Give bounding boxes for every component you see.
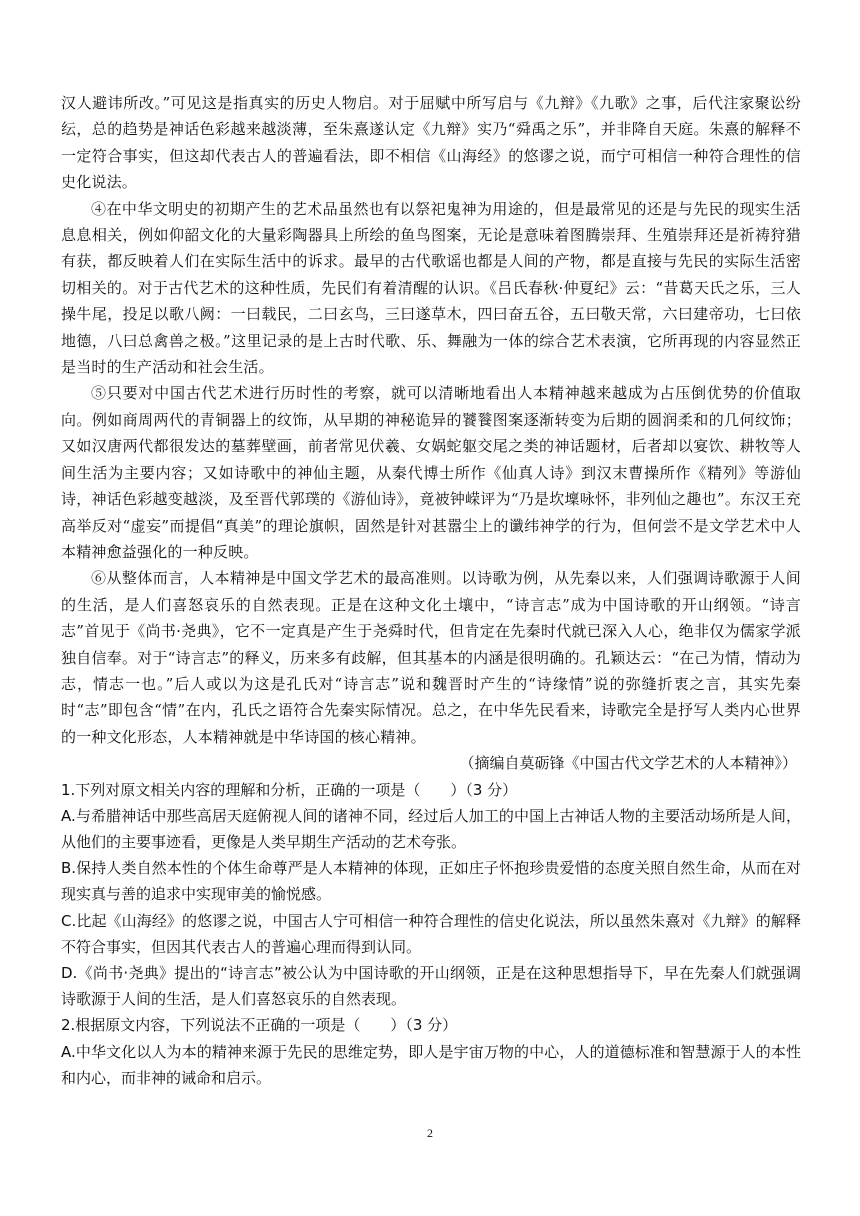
question-1-option-c: C.比起《山海经》的悠谬之说，中国古人宁可相信一种符合理性的信史化说法，所以虽然朱熹对《九辩》的解释不符合事实，但因其代表古人的普遍心理而得到认同。 bbox=[61, 911, 801, 956]
question-2-stem: 2.根据原文内容，下列说法不正确的一项是（ ）（3 分） bbox=[61, 1016, 458, 1035]
question-2-option-a: A.中华文化以人为本的精神来源于先民的思维定势，即人是宇宙万物的中心，人的道德标准和智慧源于人的本性和内心，而非神的诫命和启示。 bbox=[61, 1042, 801, 1087]
passage-paragraph-continued: 汉人避讳所改。”可见这是指真实的历史人物启。对于屈赋中所写启与《九辩》《九歌》之事，后代注家聚讼纷纭，总的趋势是神话色彩越来越淡薄，至朱熹遂认定《九辩》实乃“舜禹之乐”，并非降自天庭。朱熹的解释不一定符合事实，但这却代表古人的普遍看法，即不相信《山海经》的悠谬之说，而宁可相信一种符合理性的信史化说法。 bbox=[61, 94, 801, 192]
passage-paragraph-6: ⑥从整体而言，人本精神是中国文学艺术的最高准则。以诗歌为例，从先秦以来，人们强调诗歌源于人间的生活，是人们喜怒哀乐的自然表现。正是在这种文化土壤中，“诗言志”成为中国诗歌的开山纲领。“诗言志”首见于《尚书·尧典》，它不一定真是产生于尧舜时代，但肯定在先秦时代就已深入人心，绝非仅为儒家学派独自信奉。对于“诗言志”的释义，历来多有歧解，但其基本的内涵是很明确的。孔颖达云：“在己为情，情动为志，情志一也。”后人或以为这是孔氏对“诗言志”说和魏晋时产生的“诗缘情”说的弥缝折衷之言，其实先秦时“志”即包含“情”在内，孔氏之语符合先秦实际情况。总之，在中华先民看来，诗歌完全是抒写人类内心世界的一种文化形态，人本精神就是中华诗国的核心精神。 bbox=[61, 569, 801, 746]
question-1-option-d: D.《尚书·尧典》提出的“诗言志”被公认为中国诗歌的开山纲领，正是在这种思想指导下，早在先秦人们就强调诗歌源于人间的生活，是人们喜怒哀乐的自然表现。 bbox=[61, 963, 801, 1009]
question-1-stem: 1.下列对原文相关内容的理解和分析，正确的一项是（ ）（3 分） bbox=[61, 780, 518, 799]
passage-source: （摘编自莫砺锋《中国古代文学艺术的人本精神》） bbox=[459, 754, 797, 773]
question-2 bbox=[61, 1012, 801, 1091]
page-number: 2 bbox=[427, 1126, 433, 1140]
passage-paragraph-5: ⑤只要对中国古代艺术进行历时性的考察，就可以清晰地看出人本精神越来越成为占压倒优势的价值取向。例如商周两代的青铜器上的纹饰，从早期的神秘诡异的饕餮图案逐渐转变为后期的圆润柔和的几何纹饰；又如汉唐两代都很发达的墓葬壁画，前者常见伏羲、女娲蛇躯交尾之类的神话题材，后者却以宴饮、耕牧等人间生活为主要内容；又如诗歌中的神仙主题，从秦代博士所作《仙真人诗》到汉末曹操所作《精列》等游仙诗，神话色彩越变越淡，及至晋代郭璞的《游仙诗》，竟被钟嵘评为“乃是坎壈咏怀，非列仙之趣也”。东汉王充高举反对“虚妄”而提倡“真美”的理论旗帜，固然是针对甚嚣尘上的谶纬神学的行为，但何尝不是文学艺术中人本精神愈益强化的一种反映。 bbox=[61, 384, 801, 561]
question-1-option-a: A.与希腊神话中那些高居天庭俯视人间的诸神不同，经过后人加工的中国上古神话人物的主要活动场所是人间，从他们的主要事迹看，更像是人类早期生产活动的艺术夸张。 bbox=[61, 806, 801, 851]
passage-paragraph-4: ④在中华文明史的初期产生的艺术品虽然也有以祭祀鬼神为用途的，但是最常见的还是与先民的现实生活息息相关，例如仰韶文化的大量彩陶器具上所绘的鱼鸟图案，无论是意味着图腾崇拜、生殖崇拜还是祈祷狩猎有获，都反映着人们在实际生活中的诉求。最早的古代歌谣也都是人间的产物，都是直接与先民的实际生活密切相关的。对于古代艺术的这种性质，先民们有着清醒的认识。《吕氏春秋·仲夏纪》云：“昔葛天氏之乐，三人操牛尾，投足以歌八阙：一曰载民，二曰玄鸟，三曰遂草木，四曰奋五谷，五曰敬天常，六曰建帝功，七曰依地德，八曰总禽兽之极。”这里记录的是上古时代歌、乐、舞融为一体的综合艺术表演，它所再现的内容显然正是当时的生产活动和社会生活。 bbox=[61, 199, 801, 377]
document-body bbox=[61, 90, 801, 1091]
question-1 bbox=[61, 777, 801, 1013]
question-1-option-b: B.保持人类自然本性的个体生命尊严是人本精神的体现，正如庄子怀抱珍贵爱惜的态度关照自然生命，从而在对现实真与善的追求中实现审美的愉悦感。 bbox=[61, 859, 801, 904]
